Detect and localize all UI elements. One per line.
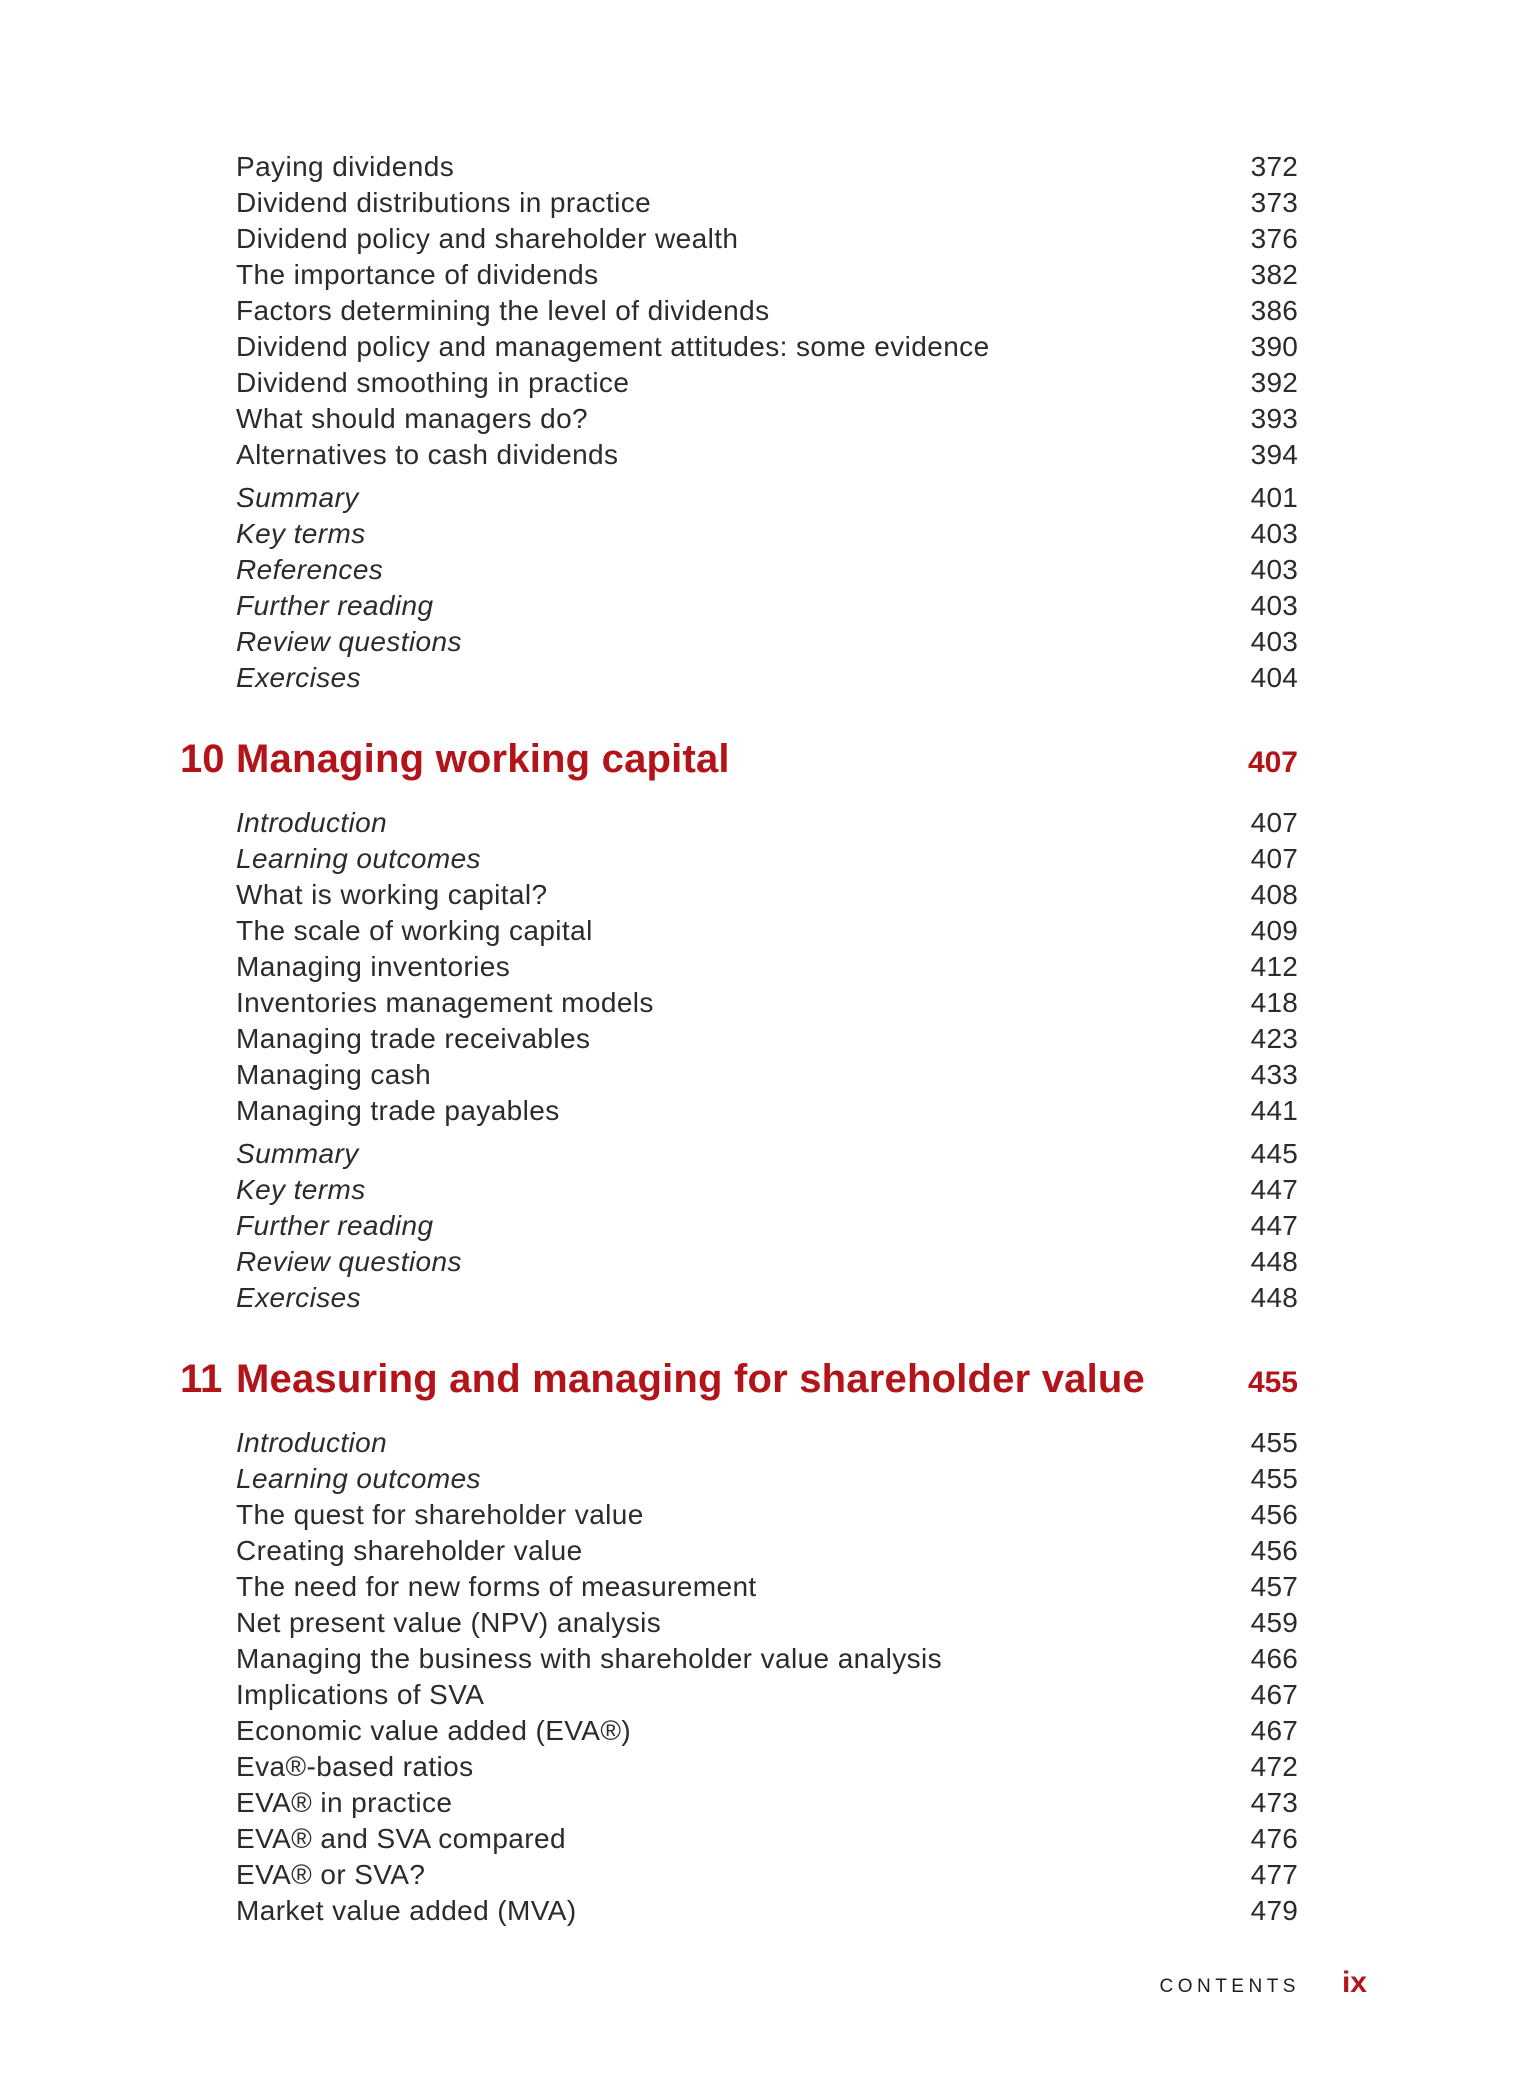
- toc-entry: [180, 1533, 1298, 1569]
- toc-entry-label: Key terms: [236, 518, 366, 549]
- toc-entry-page-number: 433: [1250, 1059, 1298, 1090]
- toc-entry-page-number: 455: [1250, 1463, 1298, 1494]
- toc-entry-page-number: 467: [1250, 1679, 1298, 1710]
- toc-entry: [180, 257, 1298, 293]
- toc-entry: [180, 1021, 1298, 1057]
- toc-entry-page-number: 457: [1250, 1571, 1298, 1602]
- toc-entry: [180, 480, 1298, 516]
- toc-entry-page-number: 448: [1250, 1282, 1298, 1313]
- toc-entry: [180, 149, 1298, 185]
- page-footer: [0, 1966, 1367, 2000]
- toc-entry: [180, 1749, 1298, 1785]
- toc-entry-label: Creating shareholder value: [236, 1535, 583, 1566]
- toc-entry-page-number: 473: [1250, 1787, 1298, 1818]
- toc-entry-page-number: 403: [1250, 554, 1298, 585]
- toc-entry-label: Factors determining the level of dividends: [236, 295, 770, 326]
- footer-contents-label: CONTENTS: [1159, 1976, 1300, 1997]
- toc-entry-page-number: 447: [1250, 1174, 1298, 1205]
- toc-entry-label: Key terms: [236, 1174, 366, 1205]
- toc-entry: [180, 1641, 1298, 1677]
- toc-entry-label: Managing trade payables: [236, 1095, 560, 1126]
- toc-entry: [180, 877, 1298, 913]
- toc-entry-page-number: 477: [1250, 1859, 1298, 1890]
- toc-section: [180, 149, 1298, 696]
- toc-block: [180, 480, 1298, 696]
- toc-entry-label: Dividend distributions in practice: [236, 187, 652, 218]
- toc-entry-label: Dividend policy and shareholder wealth: [236, 223, 739, 254]
- toc-entry-page-number: 455: [1250, 1427, 1298, 1458]
- toc-entry-label: Managing trade receivables: [236, 1023, 591, 1054]
- toc-entry-label: Alternatives to cash dividends: [236, 439, 619, 470]
- toc-section: [180, 1354, 1298, 1929]
- toc-entry-page-number: 404: [1250, 662, 1298, 693]
- chapter-page-number: 455: [1247, 1366, 1298, 1399]
- toc-entry-label: Paying dividends: [236, 151, 455, 182]
- toc-entry-label: Managing the business with shareholder value analysis: [236, 1643, 943, 1674]
- toc-entry-page-number: 459: [1250, 1607, 1298, 1638]
- toc-entry: [180, 516, 1298, 552]
- toc-entry-page-number: 456: [1250, 1535, 1298, 1566]
- toc-entry-label: What should managers do?: [236, 403, 589, 434]
- toc-entry-page-number: 407: [1250, 807, 1298, 838]
- toc-entry-label: EVA® and SVA compared: [236, 1823, 566, 1854]
- toc-entry: [180, 1425, 1298, 1461]
- toc-entry: [180, 552, 1298, 588]
- toc-entry: [180, 1497, 1298, 1533]
- toc-entry-page-number: 476: [1250, 1823, 1298, 1854]
- toc-entry: [180, 1461, 1298, 1497]
- toc-entry-page-number: 466: [1250, 1643, 1298, 1674]
- toc-entry: [180, 1677, 1298, 1713]
- chapter-title: Managing working capital: [236, 737, 730, 781]
- toc-entry-page-number: 448: [1250, 1246, 1298, 1277]
- toc-entry-label: Net present value (NPV) analysis: [236, 1607, 662, 1638]
- toc-entry-label: Implications of SVA: [236, 1679, 485, 1710]
- toc-entry-label: EVA® or SVA?: [236, 1859, 426, 1890]
- toc-entry-label: Dividend smoothing in practice: [236, 367, 630, 398]
- toc-entry: [180, 185, 1298, 221]
- toc-entry-label: Further reading: [236, 1210, 434, 1241]
- toc-entry-page-number: 373: [1250, 187, 1298, 218]
- toc-entry: [180, 1093, 1298, 1129]
- toc-entry: [180, 1136, 1298, 1172]
- toc-entry: [180, 1821, 1298, 1857]
- toc-entry: [180, 1893, 1298, 1929]
- toc-entry-page-number: 472: [1250, 1751, 1298, 1782]
- toc-entry-label: Managing inventories: [236, 951, 511, 982]
- toc-entry-label: Further reading: [236, 590, 434, 621]
- toc-entry-page-number: 445: [1250, 1138, 1298, 1169]
- toc-entry: [180, 1280, 1298, 1316]
- footer-page-number: ix: [1341, 1966, 1367, 1999]
- toc-entry: [180, 913, 1298, 949]
- toc-entry-label: The scale of working capital: [236, 915, 593, 946]
- toc-entry-label: Exercises: [236, 1282, 361, 1313]
- toc-entry: [180, 221, 1298, 257]
- table-of-contents: [180, 149, 1298, 1929]
- toc-entry: [180, 1569, 1298, 1605]
- toc-block: [180, 1425, 1298, 1929]
- toc-entry-page-number: 401: [1250, 482, 1298, 513]
- toc-entry: [180, 841, 1298, 877]
- toc-entry-page-number: 409: [1250, 915, 1298, 946]
- toc-entry-label: Review questions: [236, 626, 462, 657]
- toc-entry-label: The quest for shareholder value: [236, 1499, 644, 1530]
- toc-entry-page-number: 412: [1250, 951, 1298, 982]
- toc-entry: [180, 1172, 1298, 1208]
- toc-entry-label: Dividend policy and management attitudes: some evidence: [236, 331, 990, 362]
- toc-entry: [180, 1605, 1298, 1641]
- toc-entry-page-number: 441: [1250, 1095, 1298, 1126]
- toc-entry-label: Inventories management models: [236, 987, 654, 1018]
- toc-entry-label: Review questions: [236, 1246, 462, 1277]
- toc-entry: [180, 365, 1298, 401]
- toc-entry-label: Summary: [236, 1138, 359, 1169]
- toc-entry: [180, 805, 1298, 841]
- toc-entry-page-number: 382: [1250, 259, 1298, 290]
- toc-entry: [180, 329, 1298, 365]
- toc-entry-label: Economic value added (EVA®): [236, 1715, 632, 1746]
- toc-entry-page-number: 423: [1250, 1023, 1298, 1054]
- toc-entry-page-number: 394: [1250, 439, 1298, 470]
- toc-block: [180, 1136, 1298, 1316]
- chapter-title: Measuring and managing for shareholder value: [236, 1357, 1145, 1401]
- chapter-number: 11: [180, 1357, 223, 1401]
- toc-entry-label: Learning outcomes: [236, 843, 481, 874]
- chapter-number: 10: [180, 737, 225, 781]
- toc-entry-label: Market value added (MVA): [236, 1895, 577, 1926]
- toc-entry-label: Learning outcomes: [236, 1463, 481, 1494]
- toc-entry-page-number: 418: [1250, 987, 1298, 1018]
- toc-entry: [180, 588, 1298, 624]
- toc-entry-label: References: [236, 554, 384, 585]
- toc-entry-page-number: 393: [1250, 403, 1298, 434]
- toc-entry: [180, 624, 1298, 660]
- toc-entry-page-number: 376: [1250, 223, 1298, 254]
- toc-entry-page-number: 447: [1250, 1210, 1298, 1241]
- toc-entry: [180, 1785, 1298, 1821]
- toc-entry-label: Summary: [236, 482, 359, 513]
- toc-section: [180, 734, 1298, 1316]
- toc-entry-page-number: 372: [1250, 151, 1298, 182]
- toc-entry-page-number: 456: [1250, 1499, 1298, 1530]
- toc-entry-page-number: 407: [1250, 843, 1298, 874]
- toc-entry-page-number: 467: [1250, 1715, 1298, 1746]
- toc-entry: [180, 1057, 1298, 1093]
- toc-entry-page-number: 408: [1250, 879, 1298, 910]
- toc-entry: [180, 1857, 1298, 1893]
- toc-entry-label: Introduction: [236, 1427, 388, 1458]
- toc-entry-label: EVA® in practice: [236, 1787, 453, 1818]
- toc-entry-label: Introduction: [236, 807, 388, 838]
- toc-entry-page-number: 403: [1250, 626, 1298, 657]
- chapter-heading: [180, 1354, 1298, 1404]
- toc-entry-page-number: 390: [1250, 331, 1298, 362]
- toc-entry: [180, 660, 1298, 696]
- toc-entry: [180, 1208, 1298, 1244]
- toc-entry-page-number: 479: [1250, 1895, 1298, 1926]
- toc-entry-page-number: 392: [1250, 367, 1298, 398]
- toc-entry: [180, 401, 1298, 437]
- toc-entry: [180, 949, 1298, 985]
- toc-entry: [180, 1713, 1298, 1749]
- toc-entry: [180, 437, 1298, 473]
- toc-entry-label: The need for new forms of measurement: [236, 1571, 757, 1602]
- toc-entry-label: What is working capital?: [236, 879, 548, 910]
- toc-block: [180, 149, 1298, 473]
- toc-entry-label: Exercises: [236, 662, 361, 693]
- chapter-page-number: 407: [1247, 746, 1298, 779]
- toc-entry-page-number: 403: [1250, 518, 1298, 549]
- toc-entry-page-number: 386: [1250, 295, 1298, 326]
- toc-entry-label: The importance of dividends: [236, 259, 599, 290]
- toc-entry: [180, 985, 1298, 1021]
- toc-entry: [180, 293, 1298, 329]
- toc-entry: [180, 1244, 1298, 1280]
- toc-entry-page-number: 403: [1250, 590, 1298, 621]
- toc-entry-label: Managing cash: [236, 1059, 432, 1090]
- toc-block: [180, 805, 1298, 1129]
- toc-entry-label: Eva®-based ratios: [236, 1751, 474, 1782]
- chapter-heading: [180, 734, 1298, 784]
